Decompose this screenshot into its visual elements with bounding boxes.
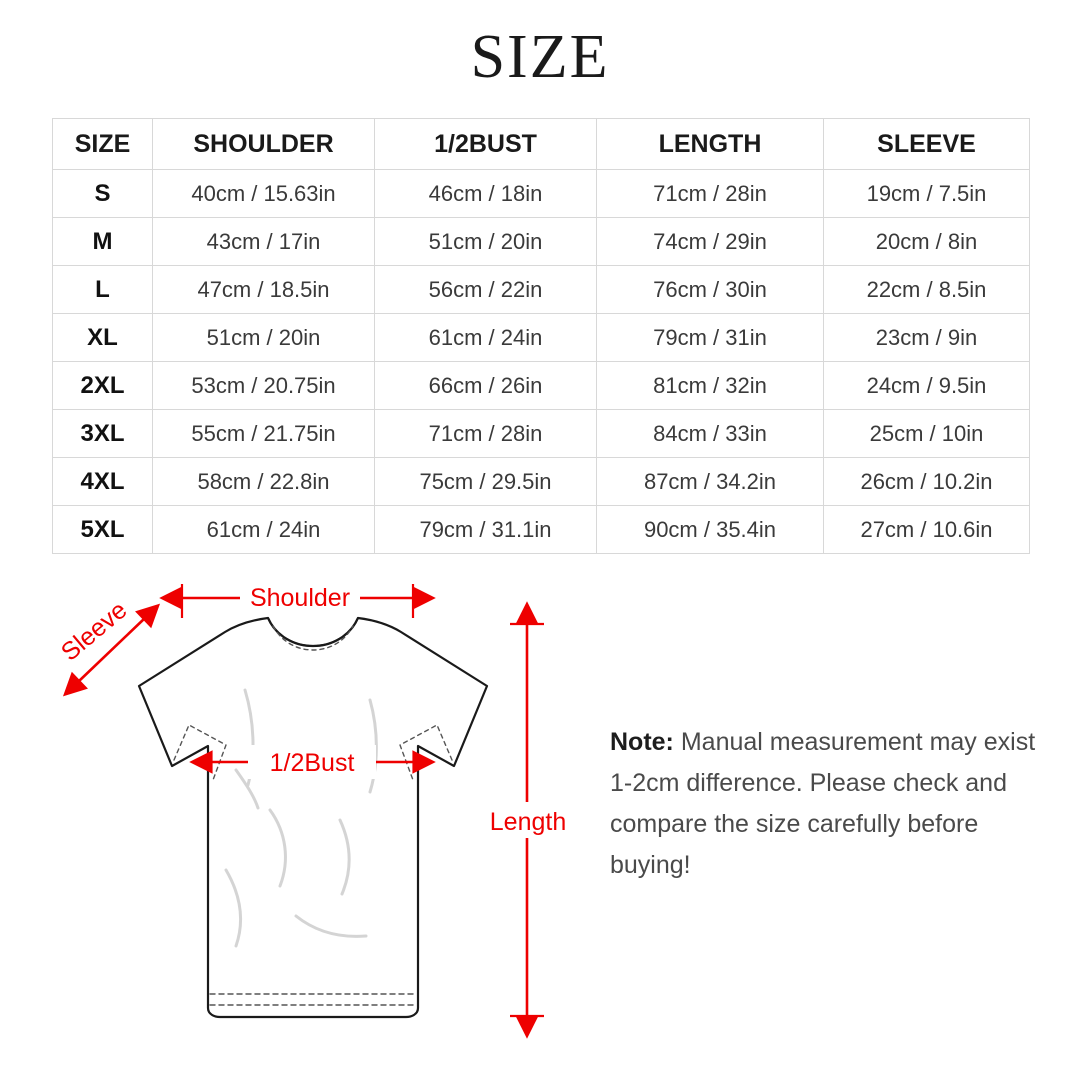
- cell-bust: 51cm / 20in: [375, 218, 597, 266]
- cell-sleeve: 22cm / 8.5in: [824, 266, 1030, 314]
- cell-bust: 61cm / 24in: [375, 314, 597, 362]
- cell-length: 71cm / 28in: [597, 170, 824, 218]
- note-text: [610, 722, 1040, 886]
- cell-sleeve: 24cm / 9.5in: [824, 362, 1030, 410]
- cell-bust: 46cm / 18in: [375, 170, 597, 218]
- table-row: [53, 506, 1030, 554]
- cell-size: 5XL: [53, 506, 153, 554]
- cell-shoulder: 58cm / 22.8in: [153, 458, 375, 506]
- sleeve-label: Sleeve: [55, 596, 133, 667]
- page-title: SIZE: [470, 23, 610, 91]
- cell-sleeve: 20cm / 8in: [824, 218, 1030, 266]
- cell-shoulder: 51cm / 20in: [153, 314, 375, 362]
- cell-shoulder: 47cm / 18.5in: [153, 266, 375, 314]
- cell-size: XL: [53, 314, 153, 362]
- table-header-row: [53, 119, 1030, 170]
- cell-size: 3XL: [53, 410, 153, 458]
- table-row: [53, 218, 1030, 266]
- cell-length: 90cm / 35.4in: [597, 506, 824, 554]
- cell-bust: 79cm / 31.1in: [375, 506, 597, 554]
- column-header-sleeve: SLEEVE: [824, 119, 1030, 170]
- cell-length: 76cm / 30in: [597, 266, 824, 314]
- cell-sleeve: 26cm / 10.2in: [824, 458, 1030, 506]
- table-body: [53, 170, 1030, 554]
- size-table: [52, 118, 1030, 554]
- cell-bust: 71cm / 28in: [375, 410, 597, 458]
- cell-sleeve: 23cm / 9in: [824, 314, 1030, 362]
- cell-bust: 75cm / 29.5in: [375, 458, 597, 506]
- cell-length: 74cm / 29in: [597, 218, 824, 266]
- cell-shoulder: 55cm / 21.75in: [153, 410, 375, 458]
- cell-length: 81cm / 32in: [597, 362, 824, 410]
- shoulder-label: Shoulder: [249, 584, 351, 612]
- cell-shoulder: 40cm / 15.63in: [153, 170, 375, 218]
- cell-shoulder: 43cm / 17in: [153, 218, 375, 266]
- cell-bust: 66cm / 26in: [375, 362, 597, 410]
- cell-size: M: [53, 218, 153, 266]
- table-row: [53, 170, 1030, 218]
- cell-bust: 56cm / 22in: [375, 266, 597, 314]
- table-row: [53, 410, 1030, 458]
- length-label: Length: [489, 808, 567, 836]
- cell-length: 87cm / 34.2in: [597, 458, 824, 506]
- table-row: [53, 314, 1030, 362]
- cell-length: 79cm / 31in: [597, 314, 824, 362]
- cell-shoulder: 53cm / 20.75in: [153, 362, 375, 410]
- cell-size: L: [53, 266, 153, 314]
- cell-length: 84cm / 33in: [597, 410, 824, 458]
- cell-sleeve: 19cm / 7.5in: [824, 170, 1030, 218]
- cell-size: 4XL: [53, 458, 153, 506]
- table-header: [53, 119, 1030, 170]
- column-header-length: LENGTH: [597, 119, 824, 170]
- cell-sleeve: 27cm / 10.6in: [824, 506, 1030, 554]
- table-row: [53, 362, 1030, 410]
- column-header-bust: 1/2BUST: [375, 119, 597, 170]
- column-header-shoulder: SHOULDER: [153, 119, 375, 170]
- note-body: Manual measurement may exist 1-2cm difference. Please check and compare the size carefully before buying!: [610, 728, 1036, 879]
- cell-size: S: [53, 170, 153, 218]
- cell-shoulder: 61cm / 24in: [153, 506, 375, 554]
- tshirt-illustration: [139, 618, 487, 1017]
- cell-size: 2XL: [53, 362, 153, 410]
- note-label: Note:: [610, 728, 674, 756]
- table-row: [53, 266, 1030, 314]
- column-header-size: SIZE: [53, 119, 153, 170]
- measurement-diagram: [40, 570, 600, 1070]
- cell-sleeve: 25cm / 10in: [824, 410, 1030, 458]
- table-row: [53, 458, 1030, 506]
- bust-label: 1/2Bust: [269, 749, 355, 777]
